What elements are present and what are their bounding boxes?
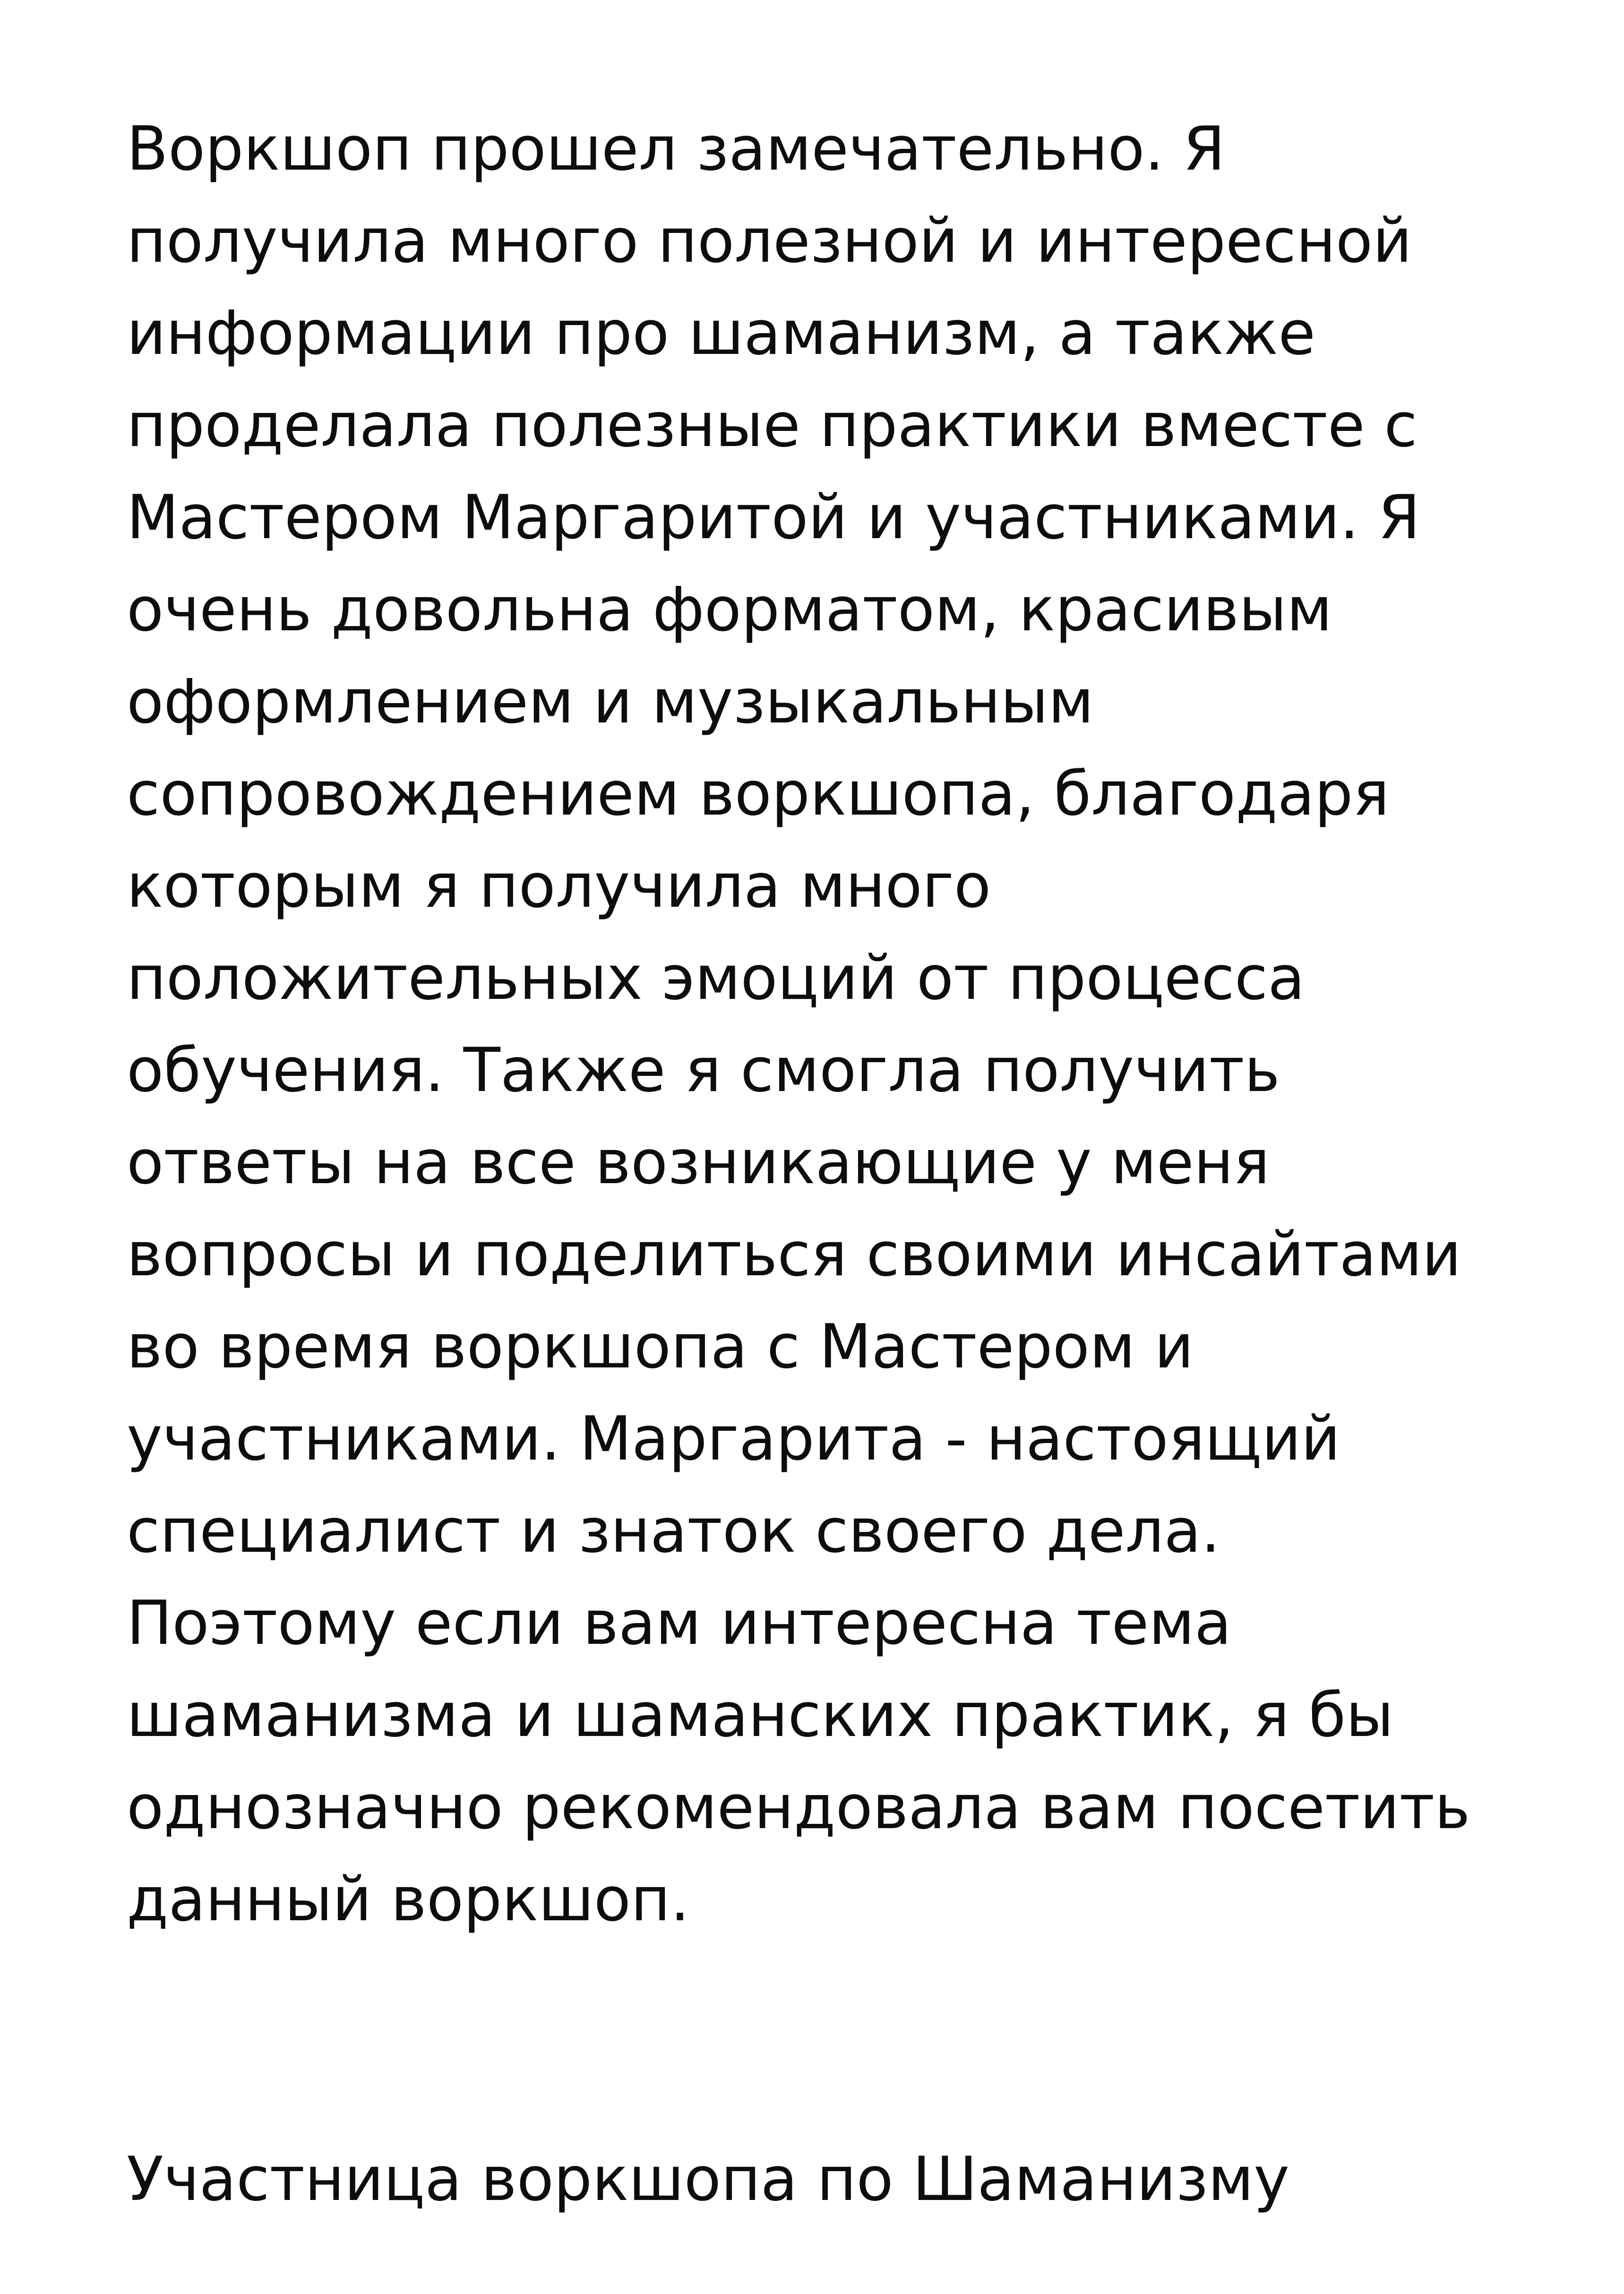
review-line: сопровождением воркшопа, благодаря	[127, 759, 1390, 829]
review-line: проделала полезные практики вместе с	[127, 390, 1418, 461]
review-line: оформлением и музыкальным	[127, 667, 1094, 737]
review-line: очень довольна форматом, красивым	[127, 575, 1332, 645]
review-line: которым я получила много	[127, 851, 991, 921]
review-line: положительных эмоций от процесса	[127, 943, 1305, 1014]
review-line: специалист и знаток своего дела.	[127, 1496, 1220, 1566]
review-line: данный воркшоп.	[127, 1864, 690, 1935]
review-line: информации про шаманизм, а также	[127, 298, 1315, 369]
review-line: Мастером Маргаритой и участниками. Я	[127, 482, 1420, 553]
review-line: шаманизма и шаманских практик, я бы	[127, 1680, 1394, 1751]
review-signature: Участница воркшопа по Шаманизму	[127, 2144, 1289, 2215]
review-line: ответы на все возникающие у меня	[127, 1127, 1270, 1198]
review-line: Воркшоп прошел замечательно. Я	[127, 114, 1225, 184]
review-line: обучения. Также я смогла получить	[127, 1035, 1280, 1106]
review-text	[127, 103, 1572, 1946]
review-line: однозначно рекомендовала вам посетить	[127, 1772, 1470, 1843]
review-line: участниками. Маргарита - настоящий	[127, 1404, 1340, 1474]
review-line: во время воркшопа с Мастером и	[127, 1312, 1194, 1382]
review-line: Поэтому если вам интересна тема	[127, 1588, 1232, 1658]
review-line: получила много полезной и интересной	[127, 206, 1412, 276]
review-line: вопросы и поделиться своими инсайтами	[127, 1220, 1461, 1290]
